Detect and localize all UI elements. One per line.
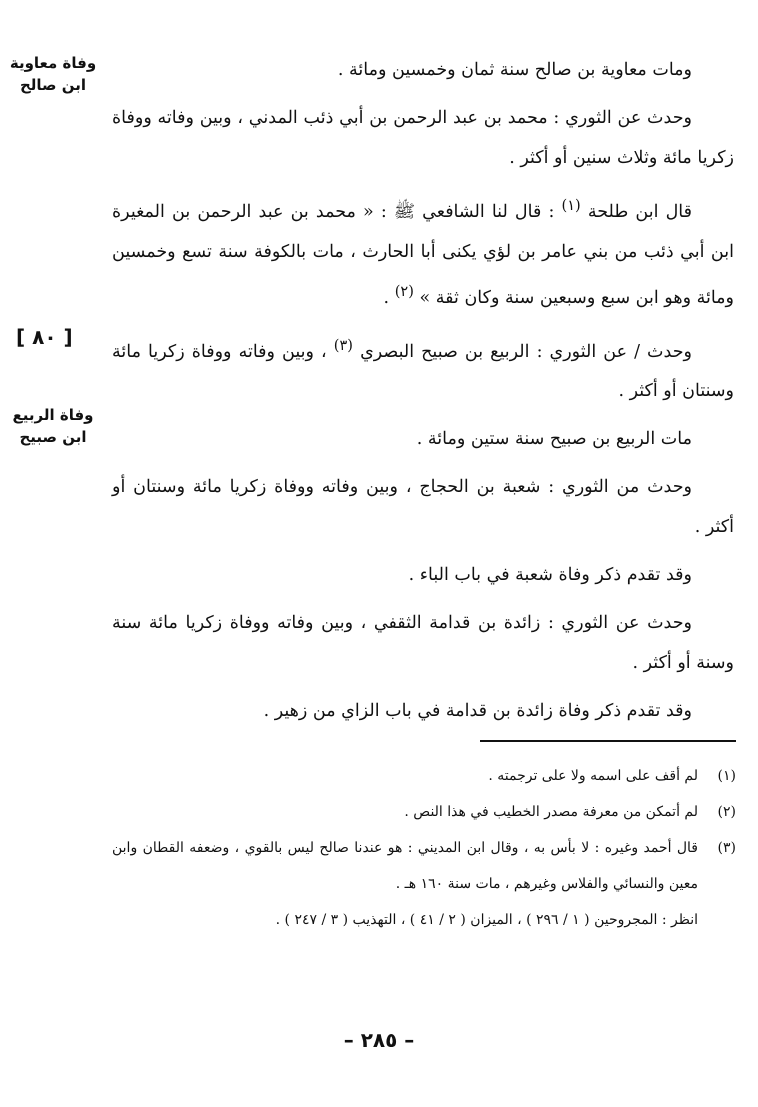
paragraph-text: .	[383, 287, 390, 308]
paragraph: ومات معاوية بن صالح سنة ثمان وخمسين ومائة .	[337, 60, 692, 80]
paragraph: مات الربيع بن صبيح سنة ستين ومائة .	[416, 429, 692, 450]
paragraph: وقد تقدم ذكر وفاة زائدة بن قدامة في باب الزاي من زهير .	[263, 701, 692, 722]
footnote-divider	[480, 740, 736, 742]
paragraph-text: قال ابن طلحة	[587, 201, 692, 222]
sidenote-rabi-death	[8, 404, 98, 448]
main-text	[112, 50, 734, 739]
sidenote-line: ابن صبيح	[19, 428, 87, 446]
footnote-text: لم أقف على اسمه ولا على ترجمته .	[488, 768, 698, 784]
footnotes	[112, 758, 736, 938]
footnote-ref: (٢)	[394, 282, 414, 300]
footnote-ref: (١)	[561, 197, 581, 214]
footnote-ref: (٣)	[333, 336, 353, 354]
footnote-text: لم أتمكن من معرفة مصدر الخطيب في هذا النص .	[404, 804, 698, 820]
sidenote-line: وفاة معاوية	[9, 54, 97, 72]
footnote-number: (١)	[717, 768, 736, 784]
sidenote-line: وفاة الربيع	[12, 406, 94, 424]
sidenote-line: ابن صالح	[19, 76, 87, 94]
footnote-item	[112, 758, 736, 794]
paragraph: وقد تقدم ذكر وفاة شعبة في باب الباء .	[408, 565, 692, 586]
paragraph	[112, 186, 734, 318]
footnote-number: (٢)	[717, 804, 736, 820]
footnote-item	[112, 794, 736, 830]
footnote-references: انظر : المجروحين ( ١ / ٢٩٦ ) ، الميزان ( ٢ / ٤١ ) ، التهذيب ( ٣ / ٢٤٧ ) .	[275, 912, 698, 928]
footnote-number: (٣)	[717, 840, 736, 856]
footnote-item	[112, 830, 736, 902]
manuscript-page-marker: [ ٨٠ ]	[16, 325, 73, 349]
paragraph: وحدث عن الثوري : زائدة بن قدامة الثقفي ، وبين وفاته ووفاة زكريا مائة سنة وسنة أو أكثر .	[112, 613, 734, 674]
footnote-text: قال أحمد وغيره : لا بأس به ، وقال ابن المديني : هو عندنا صالح ليس بالقوي ، وضعفه القطان وابن معين والنسائي والفلاس وغيرهم ، مات سنة ١٦٠ هـ .	[112, 840, 698, 892]
footnote-item	[112, 902, 736, 938]
sidenote-muawiya-death	[8, 52, 98, 96]
paragraph-text: : قال لنا الشافعي ﷺ : « محمد بن عبد الرحمن بن المغيرة ابن أبي ذئب من بني عامر بن لؤي يكنى أبا الحارث ، مات بالكوفة سنة تسع وخمسين ومائة وهو ابن سبع وسبعين سنة وكان ثقة »	[112, 201, 734, 308]
paragraph-text: ، وبين وفاته ووفاة زكريا مائة وسنتان أو أكثر .	[112, 341, 734, 402]
page-number: – ٢٨٥ –	[343, 1028, 415, 1052]
paragraph: وحدث عن الثوري : محمد بن عبد الرحمن بن أبي ذئب المدني ، وبين وفاته ووفاة زكريا مائة وثلاث سنين أو أكثر .	[112, 108, 734, 168]
paragraph-text: وحدث / عن الثوري : الربيع بن صبيح البصري	[360, 341, 692, 362]
paragraph: وحدث من الثوري : شعبة بن الحجاج ، وبين وفاته ووفاة زكريا مائة وسنتان أو أكثر .	[112, 477, 734, 538]
paragraph	[112, 326, 734, 412]
